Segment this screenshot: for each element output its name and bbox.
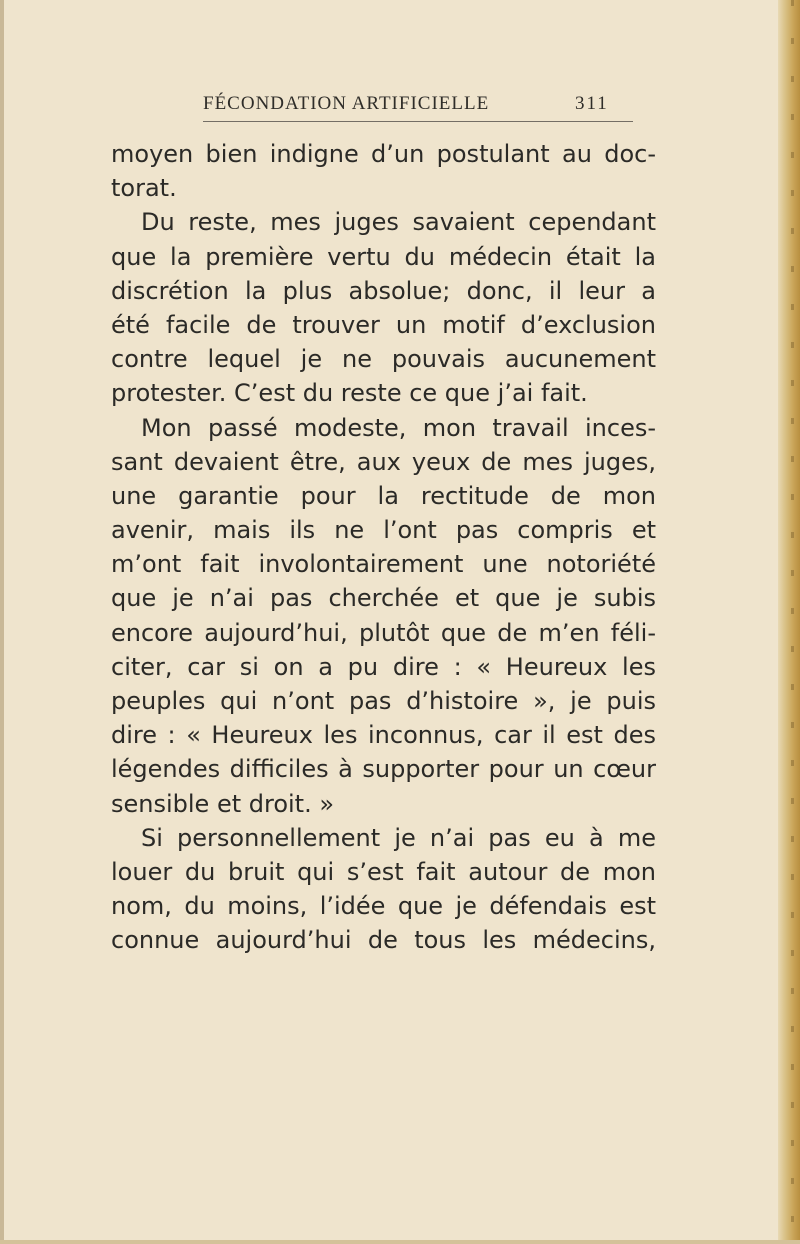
text-line: m’ont fait involontairement une notoriété bbox=[111, 550, 656, 579]
text-line: torat. bbox=[111, 174, 177, 203]
page-bottom-edge bbox=[0, 1240, 800, 1244]
text-line: que je n’ai pas cherchée et que je subis bbox=[111, 584, 656, 613]
text-line: sant devaient être, aux yeux de mes juges, bbox=[111, 447, 656, 476]
text-line: protester. C’est du reste ce que j’ai fait. bbox=[111, 379, 588, 408]
body-text bbox=[111, 137, 656, 958]
text-line: légendes difficiles à supporter pour un cœur bbox=[111, 755, 656, 784]
text-line: Mon passé modeste, mon travail inces- bbox=[141, 413, 656, 442]
text-line: dire : « Heureux les inconnus, car il est des bbox=[111, 721, 656, 750]
running-title: FÉCONDATION ARTIFICIELLE bbox=[203, 93, 490, 114]
text-line: encore aujourd’hui, plutôt que de m’en féli- bbox=[111, 618, 656, 647]
text-line: avenir, mais ils ne l’ont pas compris et bbox=[111, 516, 656, 545]
text-line: Si personnellement je n’ai pas eu à me bbox=[141, 823, 656, 852]
text-line: sensible et droit. » bbox=[111, 789, 335, 818]
text-line: contre lequel je ne pouvais aucunement bbox=[111, 345, 656, 374]
text-line: une garantie pour la rectitude de mon bbox=[111, 481, 656, 510]
text-line: que la première vertu du médecin était la bbox=[111, 242, 656, 271]
text-line: citer, car si on a pu dire : « Heureux les bbox=[111, 652, 656, 681]
text-line: discrétion la plus absolue; donc, il leur a bbox=[111, 276, 656, 305]
text-line: été facile de trouver un motif d’exclusion bbox=[111, 310, 656, 339]
text-line: peuples qui n’ont pas d’histoire », je puis bbox=[111, 687, 656, 715]
page-number: 311 bbox=[575, 93, 609, 114]
text-line: connue aujourd’hui de tous les médecins, bbox=[111, 926, 656, 955]
header-rule bbox=[203, 121, 633, 122]
page-edge-texture bbox=[791, 0, 794, 1244]
running-header bbox=[203, 93, 633, 123]
text-line: moyen bien indigne d’un postulant au doc- bbox=[111, 140, 656, 168]
text-line: nom, du moins, l’idée que je défendais est bbox=[111, 892, 656, 921]
text-line: Du reste, mes juges savaient cependant bbox=[141, 208, 656, 237]
page-right-edge bbox=[778, 0, 800, 1244]
page-left-edge bbox=[0, 0, 4, 1244]
text-line: louer du bruit qui s’est fait autour de mon bbox=[111, 857, 656, 886]
